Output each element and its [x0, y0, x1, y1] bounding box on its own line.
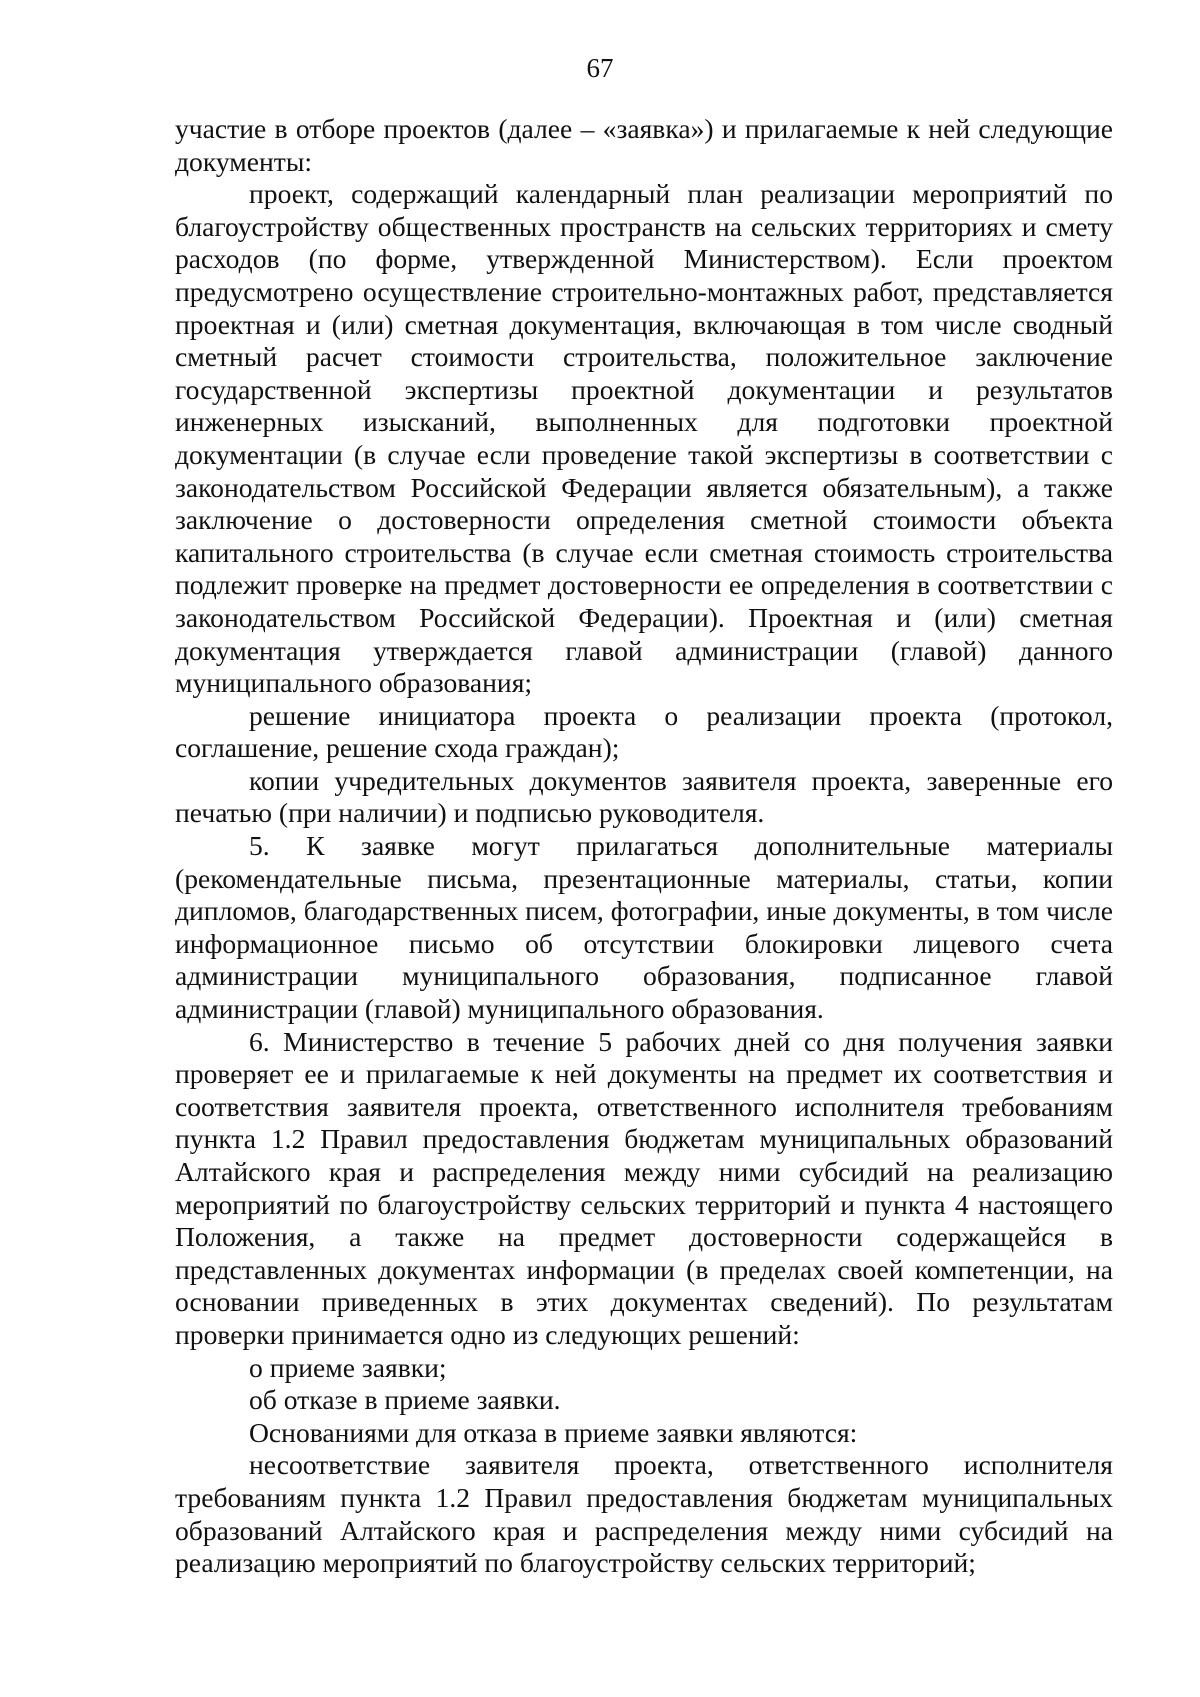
paragraph-item-6: 6. Министерство в течение 5 рабочих дней со дня получения заявки проверяет ее и прилагаемые к ней документы на предмет их соответствия и соответствия заявителя проекта, ответственного исполнителя требованиям пункта 1.2 Правил предоставления бюджетам муниципальных образований Алтайского края и распределения между ними субсидий на реализацию мероприятий по благоустройству сельских территорий и пункта 4 настоящего Положения, а также на предмет достоверности содержащейся в представленных документах информации (в пределах своей компетенции, на основании приведенных в этих документах сведений). По результатам проверки принимается одно из следующих решений:: [175, 1025, 1113, 1350]
paragraph-item-5: 5. К заявке могут прилагаться дополнительные материалы (рекомендательные письма, презентационные материалы, статьи, копии дипломов, благодарственных писем, фотографии, иные документы, в том числе информационное письмо об отсутствии блокировки лицевого счета администрации муниципального образования, подписанное главой администрации (главой) муниципального образования.: [175, 830, 1113, 1025]
paragraph-project-documents: проект, содержащий календарный план реализации мероприятий по благоустройству общественных пространств на сельских территориях и смету расходов (по форме, утвержденной Министерством). Если проектом предусмотрено осуществление строительно-монтажных работ, представляется проектная и (или) сметная документация, включающая в том числе сводный сметный расчет стоимости строительства, положительное заключение государственной экспертизы проектной документации и результатов инженерных изысканий, выполненных для подготовки проектной документации (в случае если проведение такой экспертизы в соответствии с законодательством Российской Федерации является обязательным), а также заключение о достоверности определения сметной стоимости объекта капитального строительства (в случае если сметная стоимость строительства подлежит проверке на предмет достоверности ее определения в соответствии с законодательством Российской Федерации). Проектная и (или) сметная документация утверждается главой администрации (главой) данного муниципального образования;: [175, 178, 1113, 699]
paragraph-decision-reject: об отказе в приеме заявки.: [249, 1384, 561, 1416]
page-number: 67: [586, 53, 614, 83]
paragraph-founding-documents: копии учредительных документов заявителя проекта, заверенные его печатью (при наличии) и подписью руководителя.: [175, 764, 1113, 829]
paragraph-initiator-decision: решение инициатора проекта о реализации проекта (протокол, соглашение, решение схода граждан);: [175, 699, 1113, 764]
paragraph-application-continuation: участие в отборе проектов (далее – «заявка») и прилагаемые к ней следующие документы:: [175, 113, 1113, 177]
paragraph-nonconformity: несоответствие заявителя проекта, ответственного исполнителя требованиям пункта 1.2 Правил предоставления бюджетам муниципальных образований Алтайского края и распределения между ними субсидий на реализацию мероприятий по благоустройству сельских территорий;: [175, 1449, 1113, 1579]
paragraph-rejection-grounds: Основаниями для отказа в приеме заявки являются:: [249, 1416, 858, 1448]
paragraph-decision-accept: о приеме заявки;: [249, 1351, 447, 1383]
document-body: [175, 113, 1113, 1580]
